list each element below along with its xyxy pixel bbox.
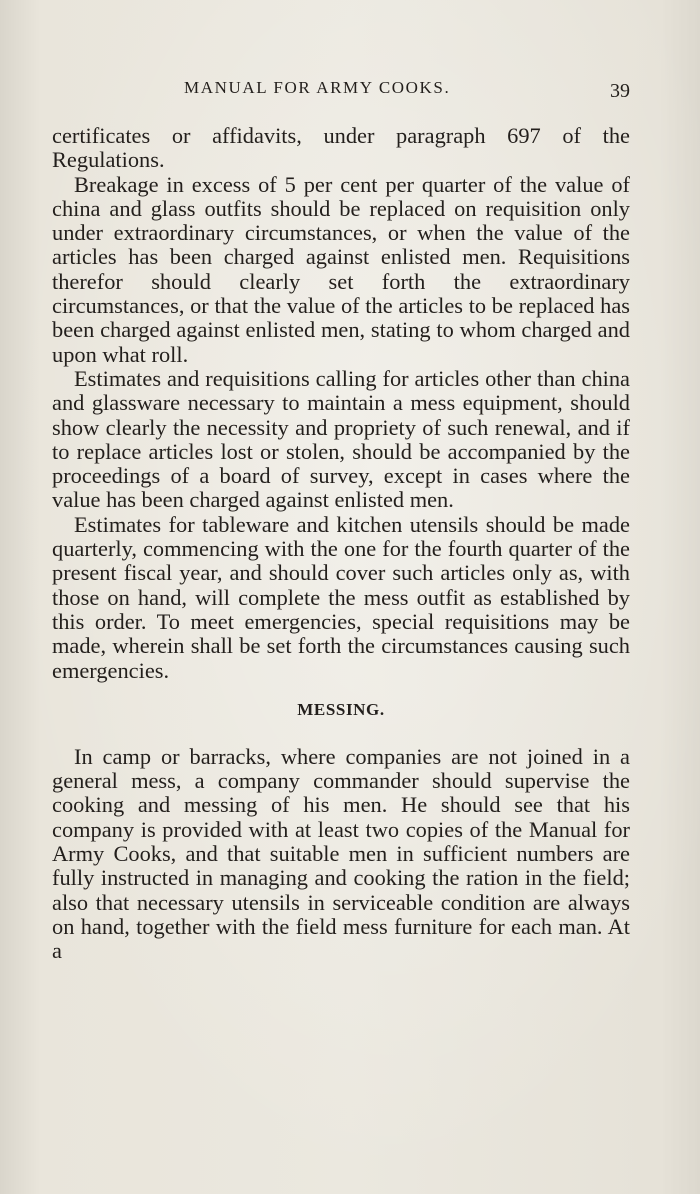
paragraph-messing: In camp or barracks, where companies are not joined in a general mess, a company commander should supervise the cooking and messing of his men. He should see that his company is provided with at least two copies of the Manual for Army Cooks, and that suitable men in sufficient numbers are fully instructed in managing and cooking the ration in the field; also that necessary utensils in serviceable condition are always on hand, together with the field mess furniture for each man. At a [52,743,630,964]
body-text [52,124,630,964]
paragraph-estimates-requisitions: Estimates and requisitions calling for articles other than china and glassware necessary to maintain a mess equipment, should show clearly the necessity and propriety of such renewal, and if to replace articles lost or stolen, should be accompanied by the proceedings of a board of survey, except in cases where the value has been charged against enlisted men. [52,365,630,513]
page-number: 39 [610,80,630,102]
paragraph-continued: certificates or affidavits, under paragraph 697 of the Regulations. [52,123,630,173]
paragraph-tableware-estimates: Estimates for tableware and kitchen utensils should be made quarterly, commencing with the one for the fourth quarter of the present fiscal year, and should cover such articles only as, with those on hand, will complete the mess outfit as established by this order. To meet emergencies, special requisitions may be made, wherein shall be set forth the circumstances causing such emergencies. [52,511,630,683]
running-head [52,78,630,104]
running-title: MANUAL FOR ARMY COOKS. [184,78,451,97]
section-heading-messing: MESSING. [297,699,385,719]
paragraph-breakage: Breakage in excess of 5 per cent per quarter of the value of china and glass outfits should be replaced on requisition only under extraordinary circumstances, or when the value of the articles has been charged against enlisted men. Requisitions therefor should clearly set forth the extraordinary circumstances, or that the value of the articles to be replaced has been charged against enlisted men, stating to whom charged and upon what roll. [52,171,630,367]
